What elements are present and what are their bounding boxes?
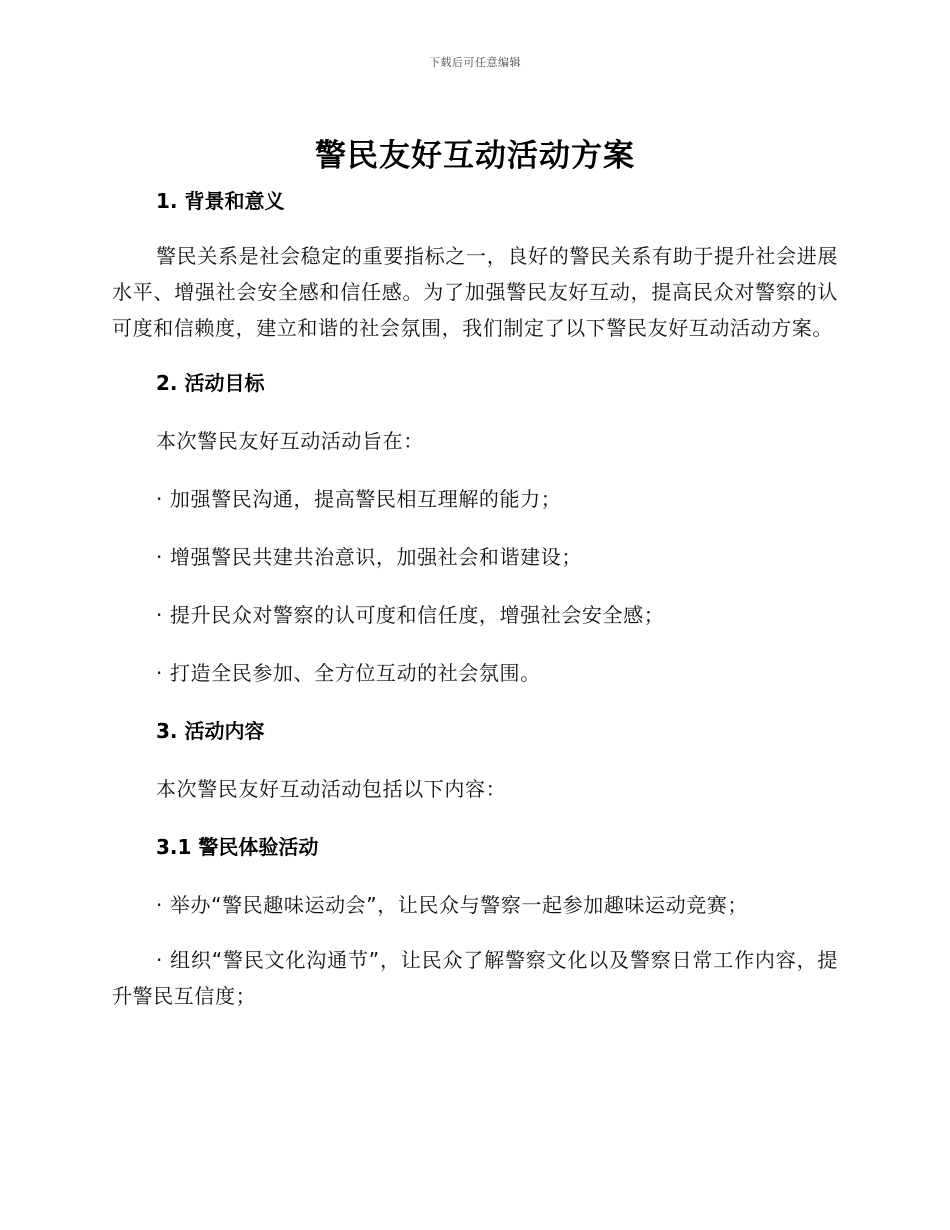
section-2-intro: 本次警民友好互动活动旨在： [156, 429, 424, 453]
section-1-paragraph: 警民关系是社会稳定的重要指标之一，良好的警民关系有助于提升社会进展水平、增强社会安全感和信任感。为了加强警民友好互动，提高民众对警察的认可度和信赖度，建立和谐的社会氛围，我们制定了以下警民友好互动活动方案。 [112, 244, 838, 340]
section-heading-1: 1. 背景和意义 [156, 189, 285, 213]
document-body [112, 186, 838, 1014]
subsection-heading-3-1: 3.1 警民体验活动 [156, 835, 319, 859]
document-title: 警民友好互动活动方案 [315, 138, 635, 174]
list-item: · 提升民众对警察的认可度和信任度，增强社会安全感； [156, 603, 665, 627]
list-item: · 组织“警民文化沟通节”，让民众了解警察文化以及警察日常工作内容，提升警民互信度； [112, 948, 838, 1008]
list-item: · 打造全民参加、全方位互动的社会氛围。 [156, 661, 541, 685]
section-heading-3: 3. 活动内容 [156, 719, 265, 743]
section-heading-2: 2. 活动目标 [156, 371, 265, 395]
list-item: · 加强警民沟通，提高警民相互理解的能力； [156, 487, 562, 511]
section-3-intro: 本次警民友好互动活动包括以下内容： [156, 777, 507, 801]
list-item: · 增强警民共建共治意识，加强社会和谐建设； [156, 545, 582, 569]
list-item: · 举办“警民趣味运动会”，让民众与警察一起参加趣味运动竞赛； [156, 893, 749, 917]
header-note: 下载后可任意编辑 [429, 56, 521, 69]
